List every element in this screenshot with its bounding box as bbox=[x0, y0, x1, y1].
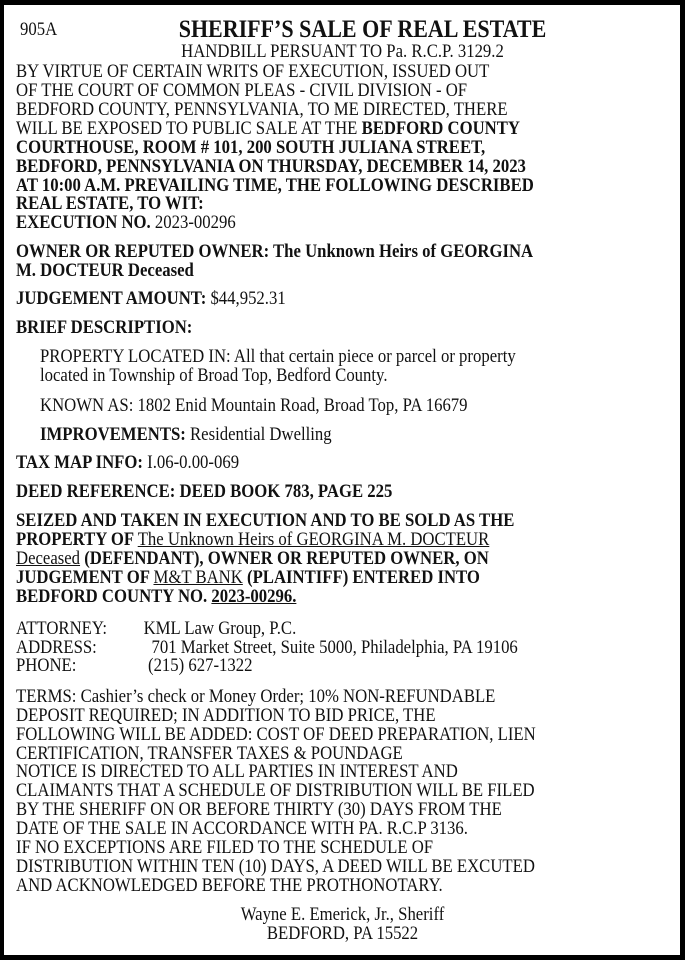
tax-map-info bbox=[16, 453, 239, 473]
improvements bbox=[40, 425, 332, 445]
execution-label: EXECUTION NO. bbox=[16, 212, 151, 233]
intro-line: AT 10:00 A.M. PREVAILING TIME, THE FOLLOWING DESCRIBED bbox=[16, 175, 534, 196]
notice-title: SHERIFF’S SALE OF REAL ESTATE bbox=[178, 16, 547, 43]
terms-line: IF NO EXCEPTIONS ARE FILED TO THE SCHEDULE OF bbox=[16, 837, 434, 858]
terms-line: BY THE SHERIFF ON OR BEFORE THIRTY (30) DAYS FROM THE bbox=[16, 799, 502, 820]
sheriff-name: Wayne E. Emerick, Jr., Sheriff bbox=[240, 904, 445, 925]
address-value: 701 Market Street, Suite 5000, Philadelphia, PA 19106 bbox=[151, 637, 518, 658]
ad-code: 905A bbox=[20, 19, 58, 40]
intro-line: BY VIRTUE OF CERTAIN WRITS OF EXECUTION, ISSUED OUT bbox=[16, 61, 490, 82]
intro-line: BEDFORD COUNTY, PENNSYLVANIA, TO ME DIRECTED, THERE bbox=[16, 99, 508, 120]
attorney-row bbox=[16, 619, 296, 639]
terms-line: FOLLOWING WILL BE ADDED: COST OF DEED PREPARATION, LIEN bbox=[16, 724, 536, 745]
seized-bold: (DEFENDANT), OWNER OR REPUTED OWNER, ON bbox=[80, 548, 489, 569]
judgement-amount bbox=[16, 289, 286, 309]
notice-subtitle: HANDBILL PERSUANT TO Pa. R.C.P. 3129.2 bbox=[181, 41, 504, 62]
defendant-name: Deceased bbox=[16, 548, 81, 569]
terms-line: CERTIFICATION, TRANSFER TAXES & POUNDAGE bbox=[16, 743, 403, 764]
property-location: located in Township of Broad Top, Bedford County. bbox=[40, 365, 388, 386]
terms-line: TERMS: Cashier’s check or Money Order; 10% NON-REFUNDABLE bbox=[16, 686, 496, 707]
intro-line bbox=[16, 119, 520, 139]
execution-number bbox=[16, 213, 236, 233]
deed-reference: DEED REFERENCE: DEED BOOK 783, PAGE 225 bbox=[16, 481, 393, 502]
seized-line bbox=[16, 549, 489, 569]
execution-value: 2023-00296 bbox=[150, 212, 236, 233]
phone-row bbox=[16, 656, 252, 676]
attorney-value: KML Law Group, P.C. bbox=[143, 618, 297, 639]
terms-line: DATE OF THE SALE IN ACCORDANCE WITH PA. R.C.P 3136. bbox=[16, 818, 468, 839]
tax-map-value: I.06-0.00-069 bbox=[142, 452, 240, 473]
plaintiff-name: M&T BANK bbox=[153, 567, 243, 588]
known-as: KNOWN AS: 1802 Enid Mountain Road, Broad Top, PA 16679 bbox=[40, 395, 468, 416]
seized-bold: (PLAINTIFF) ENTERED INTO bbox=[242, 567, 480, 588]
phone-value: (215) 627-1322 bbox=[148, 655, 253, 676]
intro-line: COURTHOUSE, ROOM # 101, 200 SOUTH JULIANA STREET, bbox=[16, 137, 486, 158]
seized-line bbox=[16, 530, 489, 550]
brief-description-heading: BRIEF DESCRIPTION: bbox=[16, 317, 193, 338]
judgement-label: JUDGEMENT AMOUNT: bbox=[16, 288, 207, 309]
intro-text: WILL BE EXPOSED TO PUBLIC SALE AT THE bbox=[16, 118, 362, 139]
judgement-value: $44,952.31 bbox=[206, 288, 286, 309]
owner-line: OWNER OR REPUTED OWNER: The Unknown Heirs of GEORGINA bbox=[16, 241, 534, 262]
seized-line bbox=[16, 587, 296, 607]
terms-line: AND ACKNOWLEDGED BEFORE THE PROTHONOTARY. bbox=[16, 875, 443, 896]
property-location: PROPERTY LOCATED IN: All that certain piece or parcel or property bbox=[40, 346, 516, 367]
case-number: 2023-00296. bbox=[211, 586, 297, 607]
intro-line: REAL ESTATE, TO WIT: bbox=[16, 193, 204, 214]
seized-bold: BEDFORD COUNTY NO. bbox=[16, 586, 212, 607]
address-row bbox=[16, 638, 518, 658]
address-label: ADDRESS: bbox=[16, 637, 97, 658]
seized-line: SEIZED AND TAKEN IN EXECUTION AND TO BE SOLD AS THE bbox=[16, 510, 515, 531]
tax-map-label: TAX MAP INFO: bbox=[16, 452, 143, 473]
improvements-label: IMPROVEMENTS: bbox=[40, 424, 186, 445]
owner-line: M. DOCTEUR Deceased bbox=[16, 260, 194, 281]
terms-line: CLAIMANTS THAT A SCHEDULE OF DISTRIBUTION WILL BE FILED bbox=[16, 780, 535, 801]
intro-line: BEDFORD, PENNSYLVANIA ON THURSDAY, DECEMBER 14, 2023 bbox=[16, 156, 526, 177]
sheriff-location: BEDFORD, PA 15522 bbox=[266, 923, 419, 944]
defendant-name: The Unknown Heirs of GEORGINA M. DOCTEUR bbox=[137, 529, 490, 550]
seized-line bbox=[16, 568, 480, 588]
attorney-label: ATTORNEY: bbox=[16, 618, 108, 639]
terms-line: DISTRIBUTION WITHIN TEN (10) DAYS, A DEED WILL BE EXCUTED bbox=[16, 856, 535, 877]
intro-line: OF THE COURT OF COMMON PLEAS - CIVIL DIVISION - OF bbox=[16, 80, 468, 101]
intro-bold: BEDFORD COUNTY bbox=[361, 118, 520, 139]
phone-label: PHONE: bbox=[16, 655, 77, 676]
terms-line: NOTICE IS DIRECTED TO ALL PARTIES IN INTEREST AND bbox=[16, 761, 458, 782]
improvements-value: Residential Dwelling bbox=[185, 424, 332, 445]
seized-bold: JUDGEMENT OF bbox=[16, 567, 154, 588]
terms-line: DEPOSIT REQUIRED; IN ADDITION TO BID PRICE, THE bbox=[16, 705, 436, 726]
seized-bold: PROPERTY OF bbox=[16, 529, 138, 550]
